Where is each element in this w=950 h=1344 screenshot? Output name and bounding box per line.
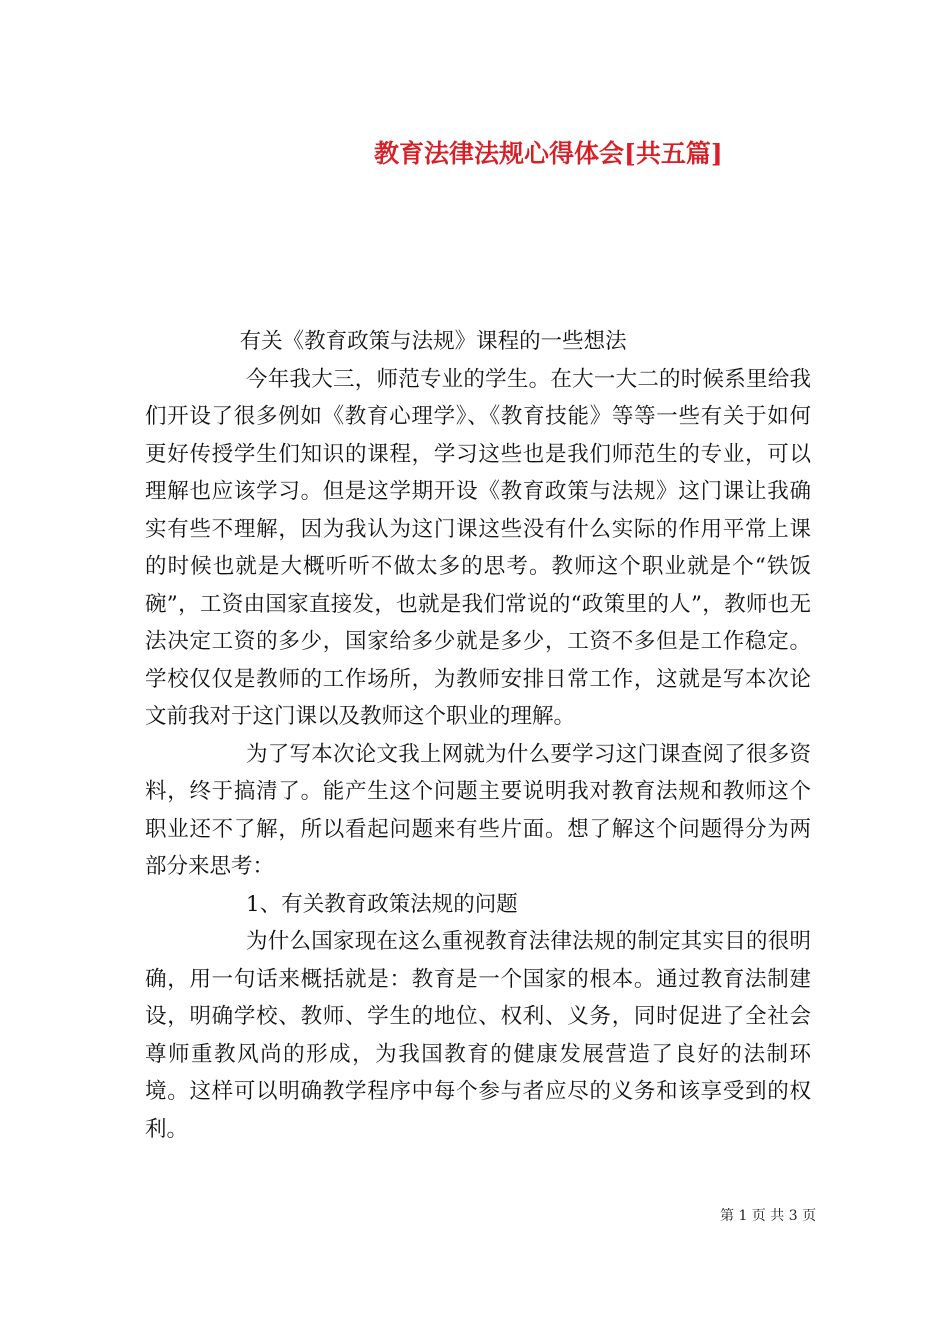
document-body — [145, 323, 811, 1148]
body-paragraph: 今年我大三，师范专业的学生。在大一大二的时候系里给我们开设了很多例如《教育心理学》、《教育技能》等等一些有关于如何更好传授学生们知识的课程，学习这些也是我们师范生的专业，可以理解也应该学习。但是这学期开设《教育政策与法规》这门课让我确实有些不理解，因为我认为这门课这些没有什么实际的作用平常上课的时候也就是大概听听不做太多的思考。教师这个职业就是个“铁饭碗”，工资由国家直接发，也就是我们常说的“政策里的人”，教师也无法决定工资的多少，国家给多少就是多少，工资不多但是工作稳定。学校仅仅是教师的工作场所，为教师安排日常工作，这就是写本次论文前我对于这门课以及教师这个职业的理解。 — [145, 366, 811, 729]
body-paragraph: 为了写本次论文我上网就为什么要学习这门课查阅了很多资料，终于搞清了。能产生这个问题主要说明我对教育法规和教师这个职业还不了解，所以看起问题来有些片面。想了解这个问题得分为两部分来思考： — [145, 741, 811, 879]
page-number: 第 1 页 共 3 页 — [720, 1208, 817, 1224]
section-paragraph: 为什么国家现在这么重视教育法律法规的制定其实目的很明确，用一句话来概括就是：教育是一个国家的根本。通过教育法制建设，明确学校、教师、学生的地位、权利、义务，同时促进了全社会尊师重教风尚的形成，为我国教育的健康发展营造了良好的法制环境。这样可以明确教学程序中每个参与者应尽的义务和该享受到的权利。 — [145, 929, 811, 1142]
document-subtitle: 有关《教育政策与法规》课程的一些想法 — [239, 329, 627, 354]
document-title: 教育法律法规心得体会[共五篇] — [374, 139, 723, 168]
section-heading: 1、有关教育政策法规的问题 — [246, 891, 518, 917]
